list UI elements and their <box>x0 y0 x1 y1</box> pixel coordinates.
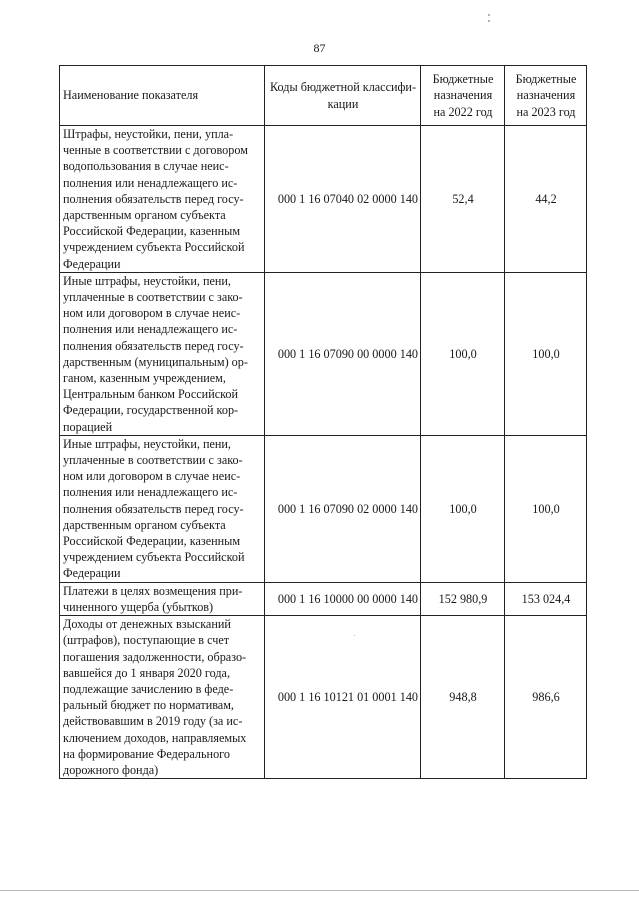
indicator-name-line: действовавшим в 2019 году (за ис- <box>63 714 243 729</box>
header-code-line: Коды бюджетной классифи- <box>270 80 416 95</box>
indicator-name-line: учреждением субъекта Российской <box>63 550 245 565</box>
header-year-2022-line: на 2022 год <box>433 104 493 119</box>
amount-2023: 100,0 <box>505 435 587 582</box>
amount-2023: 153 024,4 <box>505 582 587 615</box>
indicator-name-line: полнения обязательств перед госу- <box>63 191 244 206</box>
indicator-name-line: дарственным органом субъекта <box>63 208 226 223</box>
page-number: 87 <box>313 41 326 55</box>
header-code <box>265 66 421 126</box>
indicator-name-line: уплаченные в соответствии с зако- <box>63 453 243 468</box>
indicator-name-line: дорожного фонда) <box>63 762 159 777</box>
indicator-name-line: Российской Федерации, казенным <box>63 534 241 549</box>
table-row <box>60 616 587 779</box>
amount-2023: 44,2 <box>505 126 587 273</box>
indicator-name <box>60 582 265 615</box>
indicator-name-line: полнения или ненадлежащего ис- <box>63 322 238 337</box>
indicator-name-line: дарственным (муниципальным) ор- <box>63 354 248 369</box>
scan-speck <box>488 20 490 22</box>
indicator-name-line: ральный бюджет по нормативам, <box>63 698 234 713</box>
header-year-2023-line: Бюджетные <box>515 72 577 87</box>
table-row <box>60 272 587 435</box>
classification-code: 000 1 16 10121 01 0001 140 <box>265 616 421 779</box>
indicator-name-line: учреждением субъекта Российской <box>63 240 245 255</box>
classification-code: 000 1 16 07090 02 0000 140 <box>265 435 421 582</box>
amount-2023: 986,6 <box>505 616 587 779</box>
budget-table <box>59 65 587 779</box>
amount-2022: 100,0 <box>421 435 505 582</box>
header-name <box>60 66 265 126</box>
header-year-2023-line: на 2023 год <box>516 104 576 119</box>
table-row <box>60 582 587 615</box>
scan-edge-line <box>0 890 639 891</box>
indicator-name-line: полнения обязательств перед госу- <box>63 338 244 353</box>
indicator-name <box>60 435 265 582</box>
scan-speck <box>488 14 490 16</box>
indicator-name-line: ганом, казенным учреждением, <box>63 371 226 386</box>
amount-2022: 948,8 <box>421 616 505 779</box>
header-year-2022-line: Бюджетные <box>432 72 494 87</box>
indicator-name-line: вавшейся до 1 января 2020 года, <box>63 665 231 680</box>
indicator-name-line: чиненного ущерба (убытков) <box>63 599 214 614</box>
indicator-name-line: Российской Федерации, казенным <box>63 224 241 239</box>
indicator-name-line: ном или договором в случае неис- <box>63 306 241 321</box>
indicator-name-line: дарственным органом субъекта <box>63 517 226 532</box>
table-row <box>60 126 587 273</box>
indicator-name-line: Федерации <box>63 256 121 271</box>
header-year-2023-line: назначения <box>516 88 576 103</box>
header-year-2022-line: назначения <box>433 88 493 103</box>
header-code-line: кации <box>327 96 359 111</box>
amount-2023: 100,0 <box>505 272 587 435</box>
indicator-name-line: Иные штрафы, неустойки, пени, <box>63 273 231 288</box>
indicator-name-line: полнения или ненадлежащего ис- <box>63 175 238 190</box>
indicator-name-line: водопользования в случае неис- <box>63 159 229 174</box>
indicator-name-line: Платежи в целях возмещения при- <box>63 583 243 598</box>
header-row <box>60 66 587 126</box>
indicator-name-line: порацией <box>63 419 113 434</box>
indicator-name-line: уплаченные в соответствии с зако- <box>63 290 243 305</box>
amount-2022: 52,4 <box>421 126 505 273</box>
indicator-name-line: ном или договором в случае неис- <box>63 469 241 484</box>
indicator-name <box>60 616 265 779</box>
indicator-name-line: погашения задолженности, образо- <box>63 649 247 664</box>
indicator-name-line: Штрафы, неустойки, пени, упла- <box>63 127 234 141</box>
amount-2022: 152 980,9 <box>421 582 505 615</box>
indicator-name-line: (штрафов), поступающие в счет <box>63 633 230 648</box>
table-row <box>60 435 587 582</box>
indicator-name <box>60 272 265 435</box>
classification-code: 000 1 16 10000 00 0000 140 <box>265 582 421 615</box>
classification-code: 000 1 16 07090 00 0000 140 <box>265 272 421 435</box>
indicator-name-line: Федерации <box>63 566 121 581</box>
indicator-name-line: подлежащие зачислению в феде- <box>63 681 234 696</box>
indicator-name-line: ключением доходов, направляемых <box>63 730 247 745</box>
classification-code: 000 1 16 07040 02 0000 140 <box>265 126 421 273</box>
indicator-name-line: Доходы от денежных взысканий <box>63 617 231 632</box>
indicator-name-line: полнения обязательств перед госу- <box>63 501 244 516</box>
indicator-name <box>60 126 265 273</box>
indicator-name-line: на формирование Федерального <box>63 746 230 761</box>
header-name-text: Наименование показателя <box>63 88 199 103</box>
indicator-name-line: Федерации, государственной кор- <box>63 403 239 418</box>
scan-speck <box>354 635 355 636</box>
indicator-name-line: Центральным банком Российской <box>63 387 239 402</box>
indicator-name-line: ченные в соответствии с договором <box>63 143 248 158</box>
header-year-2022 <box>421 66 505 126</box>
indicator-name-line: полнения или ненадлежащего ис- <box>63 485 238 500</box>
amount-2022: 100,0 <box>421 272 505 435</box>
header-year-2023 <box>505 66 587 126</box>
indicator-name-line: Иные штрафы, неустойки, пени, <box>63 436 231 451</box>
